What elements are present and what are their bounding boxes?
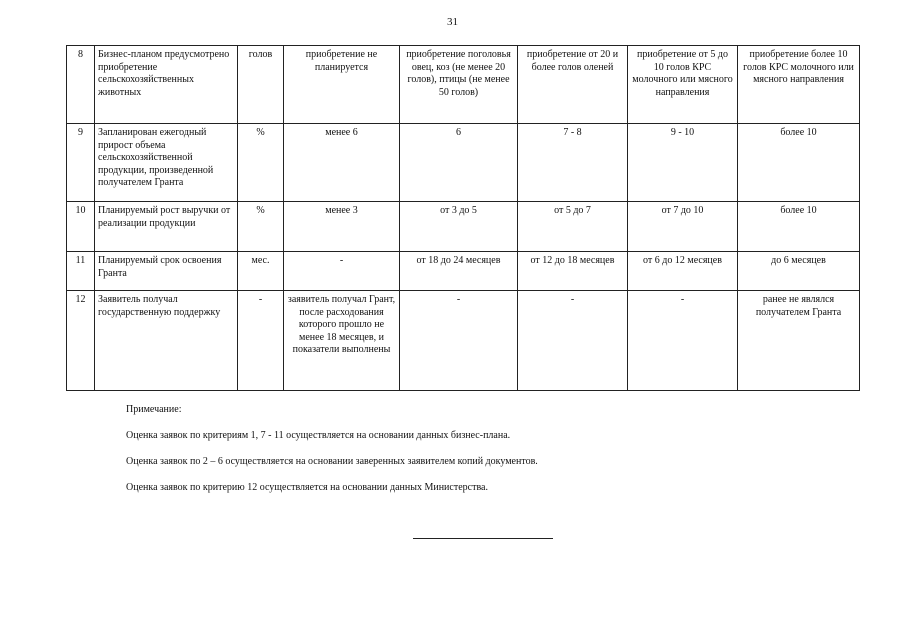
unit-cell: %: [238, 202, 284, 252]
score-cell: 9 - 10: [628, 124, 738, 202]
unit-cell: мес.: [238, 252, 284, 291]
criterion-name: Планируемый срок освоения Гранта: [95, 252, 238, 291]
score-cell: от 3 до 5: [400, 202, 518, 252]
score-cell: приобретение поголовья овец, коз (не менее 20 голов), птицы (не менее 50 голов): [400, 46, 518, 124]
score-cell: от 12 до 18 месяцев: [518, 252, 628, 291]
score-cell: -: [284, 252, 400, 291]
score-cell: -: [628, 291, 738, 391]
score-cell: менее 6: [284, 124, 400, 202]
criteria-table: [66, 45, 860, 391]
score-cell: -: [518, 291, 628, 391]
score-cell: от 6 до 12 месяцев: [628, 252, 738, 291]
row-number: 11: [67, 252, 95, 291]
unit-cell: -: [238, 291, 284, 391]
table-row: [67, 202, 860, 252]
criterion-name: Запланирован ежегодный прирост объема сельскохозяйственной продукции, произведенной получателем Гранта: [95, 124, 238, 202]
unit-cell: голов: [238, 46, 284, 124]
score-cell: от 7 до 10: [628, 202, 738, 252]
note-line: Оценка заявок по 2 – 6 осуществляется на основании заверенных заявителем копий документов.: [126, 456, 538, 467]
score-cell: -: [400, 291, 518, 391]
score-cell: приобретение от 5 до 10 голов КРС молочного или мясного направления: [628, 46, 738, 124]
score-cell: от 5 до 7: [518, 202, 628, 252]
score-cell: менее 3: [284, 202, 400, 252]
score-cell: 6: [400, 124, 518, 202]
score-cell: 7 - 8: [518, 124, 628, 202]
score-cell: приобретение более 10 голов КРС молочного или мясного направления: [738, 46, 860, 124]
page-number: 31: [447, 16, 458, 28]
criterion-name: Планируемый рост выручки от реализации продукции: [95, 202, 238, 252]
score-cell: ранее не являлся получателем Гранта: [738, 291, 860, 391]
score-cell: приобретение от 20 и более голов оленей: [518, 46, 628, 124]
note-line: Оценка заявок по критериям 1, 7 - 11 осуществляется на основании данных бизнес-плана.: [126, 430, 511, 441]
table-row: [67, 252, 860, 291]
table-row: [67, 291, 860, 391]
note-line: Оценка заявок по критерию 12 осуществляется на основании данных Министерства.: [126, 482, 488, 493]
notes-heading: Примечание:: [126, 404, 182, 415]
row-number: 10: [67, 202, 95, 252]
score-cell: до 6 месяцев: [738, 252, 860, 291]
criterion-name: Заявитель получал государственную поддержку: [95, 291, 238, 391]
closing-rule: [413, 538, 553, 539]
score-cell: от 18 до 24 месяцев: [400, 252, 518, 291]
row-number: 9: [67, 124, 95, 202]
criterion-name: Бизнес-планом предусмотрено приобретение сельскохозяйственных животных: [95, 46, 238, 124]
score-cell: более 10: [738, 202, 860, 252]
row-number: 8: [67, 46, 95, 124]
score-cell: приобретение не планируется: [284, 46, 400, 124]
score-cell: заявитель получал Грант, после расходования которого прошло не менее 18 месяцев, и показатели выполнены: [284, 291, 400, 391]
table-row: [67, 46, 860, 124]
score-cell: более 10: [738, 124, 860, 202]
row-number: 12: [67, 291, 95, 391]
table-row: [67, 124, 860, 202]
notes-section: [126, 404, 826, 508]
unit-cell: %: [238, 124, 284, 202]
